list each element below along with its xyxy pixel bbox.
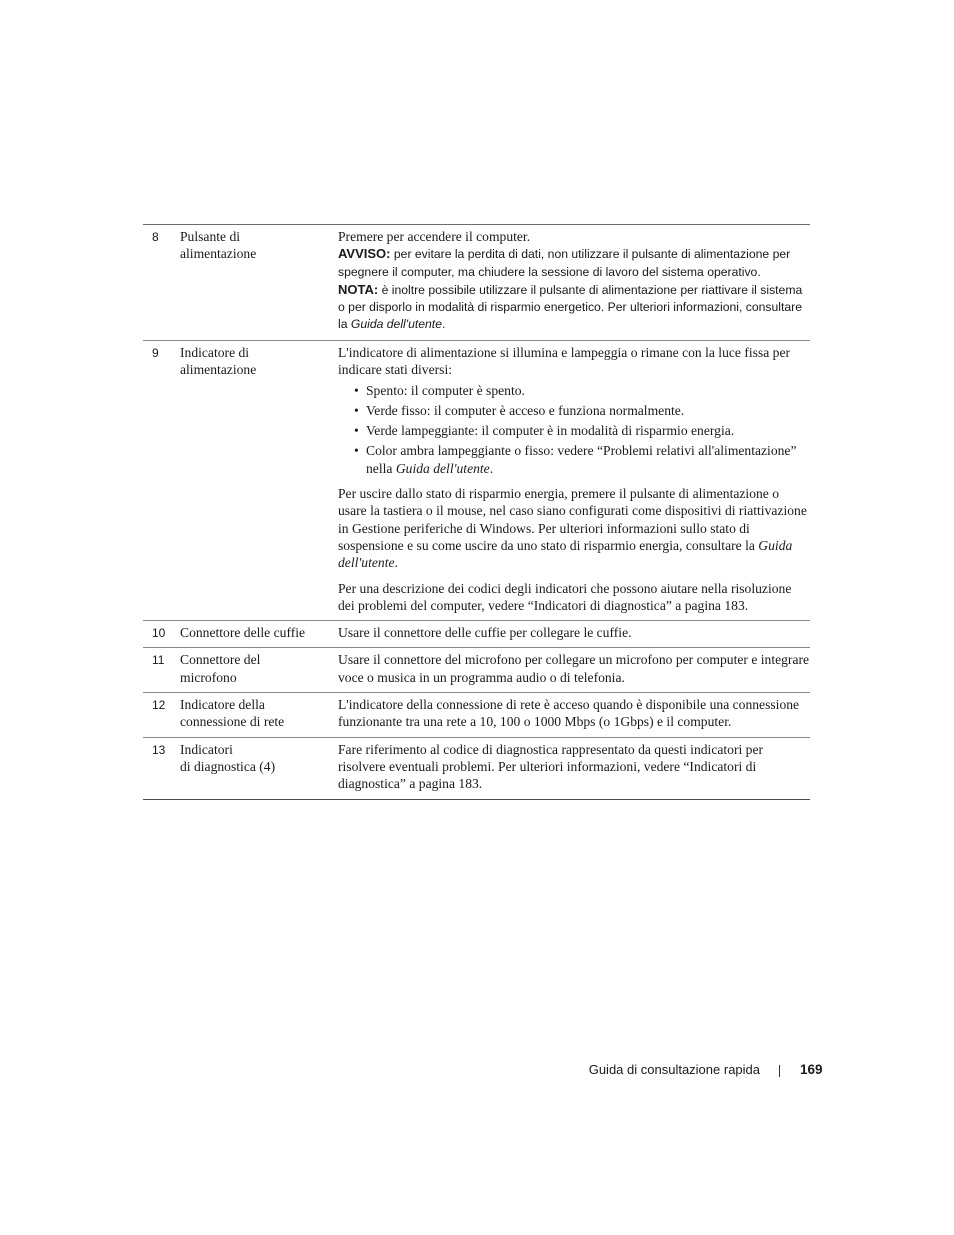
table-row [143,621,810,648]
item-name-line: alimentazione [180,246,257,262]
item-name-line: Indicatore di [180,345,250,360]
warning-label: AVVISO: [338,246,391,262]
item-name-line: Connettore del [180,652,261,668]
bullet-icon: • [354,443,359,459]
list-item-text: Verde fisso: il computer è acceso e funziona normalmente. [366,402,685,418]
table-row [143,648,810,693]
item-number: 8 [152,230,159,244]
page-footer [0,1061,954,1081]
item-name-line: Indicatori [180,741,233,757]
item-name [180,228,330,263]
footer-divider [779,1065,780,1077]
item-name-line: microfono [180,669,237,685]
table-row [143,225,810,341]
paragraph-end: . [394,555,398,571]
page-number: 169 [800,1062,823,1077]
description-paragraph: Per una descrizione dei codici degli indicatori che possono aiutare nella risoluzione dei problemi del computer, vedere “Indicatori di diagnostica” a pagina 183. [338,580,792,613]
description-text: Premere per accendere il computer. [338,229,531,244]
warning-text: per evitare la perdita di dati, non utilizzare il pulsante di alimentazione per spegnere il computer, ma chiudere la sessione di lavoro del sistema operativo. [338,247,791,279]
description-text: Usare il connettore del microfono per collegare un microfono per computer e integrare voce o musica in un programma audio o di telefonia. [338,652,810,685]
status-list [338,382,810,477]
description-text: Fare riferimento al codice di diagnostica rappresentato da questi indicatori per risolvere eventuali problemi. Per ulteriori informazioni, vedere “Indicatori di diagnostica” a pagina 183. [338,741,764,792]
bullet-icon: • [354,402,359,418]
bullet-icon: • [354,382,359,398]
item-name [180,624,330,641]
item-description [338,341,810,620]
item-description [338,738,810,799]
footer-title: Guida di consultazione rapida [588,1062,760,1077]
item-number: 9 [152,346,159,360]
table-row [143,693,810,738]
list-item-text: Spento: il computer è spento. [366,382,525,398]
list-item [338,402,810,419]
list-item-text: Verde lampeggiante: il computer è in modalità di risparmio energia. [366,423,735,439]
item-description [338,621,810,647]
note-end: . [441,317,446,332]
item-number: 13 [152,742,166,757]
item-number: 10 [152,626,166,641]
description-paragraph [338,485,810,571]
note-label: NOTA: [338,281,379,297]
item-name-line: Indicatore della [180,697,265,713]
item-name [180,696,330,731]
description-text: Usare il connettore delle cuffie per collegare le cuffie. [338,625,632,641]
item-number: 12 [152,698,166,713]
list-item [338,442,810,477]
table-row [143,738,810,800]
note-notice [338,281,810,334]
description-text: L'indicatore della connessione di rete è acceso quando è disponibile una connessione funzionante tra una rete a 10, 100 o 1000 Mbps (o 1Gbps) e il computer. [338,697,800,730]
item-description [338,648,810,692]
note-text: è inoltre possibile utilizzare il pulsante di alimentazione per riattivare il sistema o per disporlo in modalità di risparmio energetico. Per ulteriori informazioni, consultare la [338,282,803,332]
note-reference: Guida dell'utente [350,317,442,332]
components-table [143,224,810,800]
item-name-line: alimentazione [180,362,257,378]
item-number: 11 [152,653,165,668]
paragraph-reference: Guida dell'utente [338,537,793,571]
paragraph-text: Per uscire dallo stato di risparmio energia, premere il pulsante di alimentazione o usare la tastiera o il mouse, nel caso siano configurati come dispositivi di riattivazione in Gestione periferiche di Windows. Per ulteriori informazioni sullo stato di sospensione e su come uscire da uno stato di risparmio energia, consultare la [338,486,807,553]
item-name-line: Connettore delle cuffie [180,625,306,641]
bullet-icon: • [354,423,359,439]
list-item-reference: Guida dell'utente [395,460,490,476]
list-item [338,422,810,439]
item-name [180,344,330,379]
list-item-end: . [489,460,494,476]
item-name-line: connessione di rete [180,714,285,730]
item-name [180,651,330,686]
item-name-line: di diagnostica (4) [180,758,276,774]
item-description [338,225,810,340]
warning-notice [338,245,810,281]
item-name [180,741,330,776]
list-item [338,382,810,399]
table-row [143,341,810,621]
item-name-line: Pulsante di [180,229,241,244]
item-description [338,693,810,737]
list-item-text: Color ambra lampeggiante o fisso: vedere “Problemi relativi all'alimentazione” nella [366,443,797,476]
description-intro: L'indicatore di alimentazione si illumina e lampeggia o rimane con la luce fissa per indicare stati diversi: [338,345,791,378]
